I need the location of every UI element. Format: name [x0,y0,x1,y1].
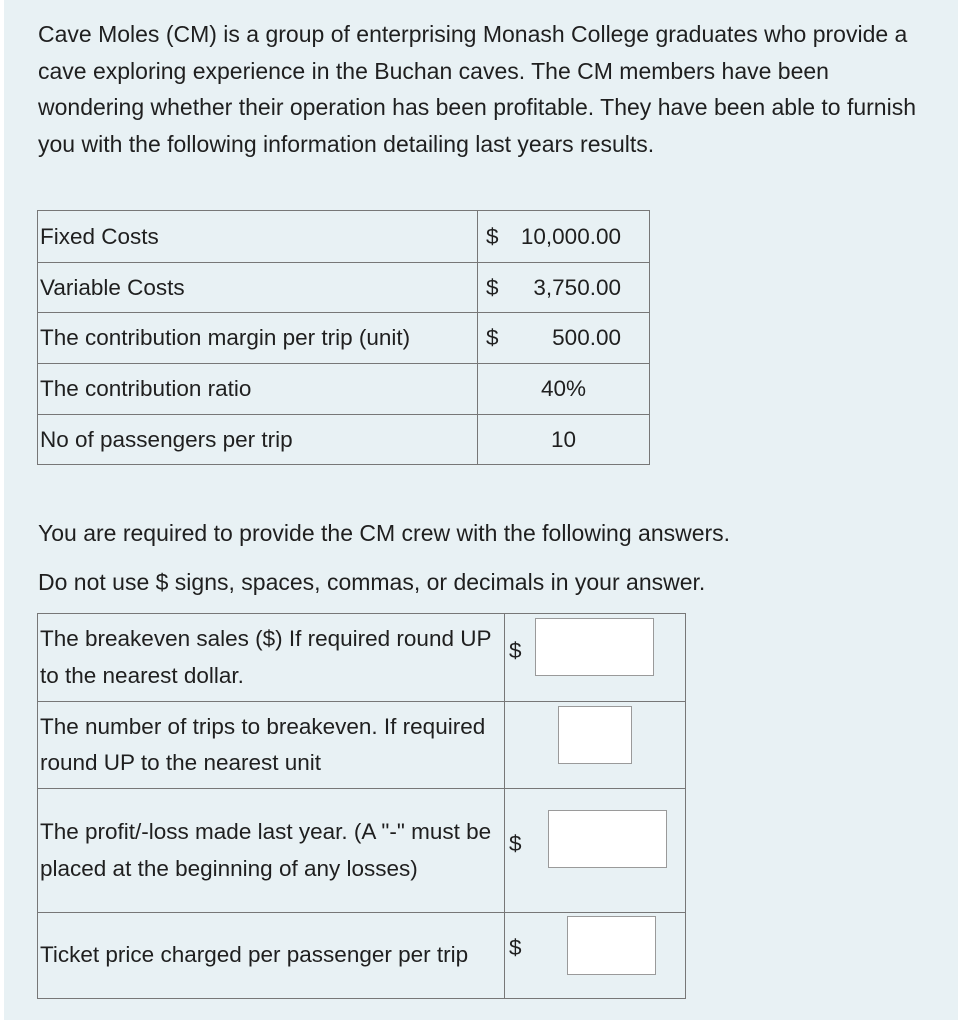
breakeven-trips-input[interactable] [558,706,632,764]
row-value: 10,000.00 [520,223,621,249]
row-label: The contribution ratio [38,364,478,415]
question-text: The breakeven sales ($) If required round UP to the nearest dollar. [38,614,505,702]
table-row [38,702,686,789]
row-label: Variable Costs [38,263,478,313]
table-row [38,364,650,415]
profit-loss-input[interactable] [548,810,667,868]
dollar-sign: $ [509,935,522,960]
intro-text: Cave Moles (CM) is a group of enterprising Monash College graduates who provide a cave exploring experience in the Buchan caves. The CM members have been wondering whether their operation has been profitable. They have been able to furnish you with the following information detailing last years results. [38,21,916,157]
table-row [38,211,650,263]
table-row [38,263,650,313]
currency-symbol: $ [486,274,499,300]
breakeven-sales-input[interactable] [535,618,654,676]
row-value: 10 [478,415,650,465]
instruction-line-2: Do not use $ signs, spaces, commas, or decimals in your answer. [38,569,706,595]
row-label: No of passengers per trip [38,415,478,465]
instruction-line-1: You are required to provide the CM crew with the following answers. [38,520,731,546]
table-row [38,789,686,913]
currency-symbol: $ [486,325,499,350]
row-value: 40% [478,364,650,415]
row-value: 500.00 [552,325,621,350]
info-table [37,210,650,465]
row-label: Fixed Costs [38,211,478,263]
table-row [38,313,650,364]
dollar-sign: $ [509,638,522,663]
dollar-sign: $ [509,831,522,856]
table-row [38,415,650,465]
currency-symbol: $ [486,223,499,249]
question-text: The number of trips to breakeven. If required round UP to the nearest unit [38,702,505,789]
table-row [38,913,686,999]
question-text: Ticket price charged per passenger per trip [38,913,505,999]
table-row [38,614,686,702]
question-text: The profit/-loss made last year. (A "-" must be placed at the beginning of any losses) [38,789,505,913]
row-value: 3,750.00 [533,274,621,300]
row-label: The contribution margin per trip (unit) [38,313,478,364]
answers-table [37,613,686,999]
ticket-price-input[interactable] [567,916,656,975]
